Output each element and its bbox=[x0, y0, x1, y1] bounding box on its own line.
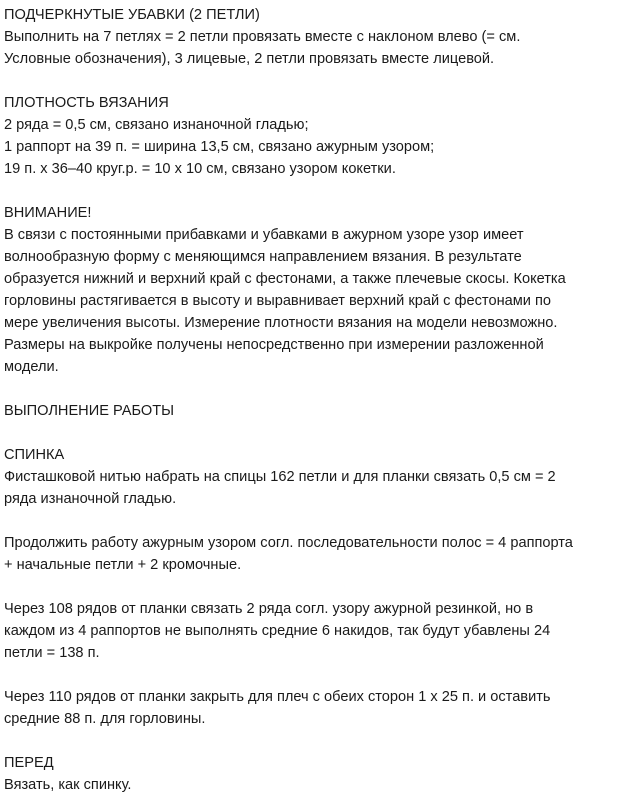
text-line: мере увеличения высоты. Измерение плотности вязания на модели невозможно. bbox=[4, 315, 558, 331]
text-line: Вязать, как спинку. bbox=[4, 777, 132, 793]
section-heading: ВНИМАНИЕ! bbox=[4, 205, 92, 221]
text-line: волнообразную форму с меняющимся направлением вязания. В результате bbox=[4, 249, 522, 265]
paragraph bbox=[4, 114, 616, 180]
paragraph bbox=[4, 224, 616, 378]
text-line: каждом из 4 раппортов не выполнять средние 6 накидов, так будут убавлены 24 bbox=[4, 623, 551, 639]
text-line: Размеры на выкройке получены непосредственно при измерении разложенной bbox=[4, 337, 544, 353]
instruction-document bbox=[4, 4, 616, 796]
section-gap bbox=[4, 180, 616, 202]
text-line: петли = 138 п. bbox=[4, 645, 100, 661]
paragraph bbox=[4, 598, 616, 664]
paragraph-gap bbox=[4, 664, 616, 686]
text-line: Условные обозначения), 3 лицевые, 2 петли провязать вместе лицевой. bbox=[4, 51, 495, 67]
section-heading: ПЕРЕД bbox=[4, 755, 54, 771]
paragraph bbox=[4, 686, 616, 730]
paragraph-gap bbox=[4, 510, 616, 532]
paragraph-gap bbox=[4, 576, 616, 598]
text-line: средние 88 п. для горловины. bbox=[4, 711, 206, 727]
text-line: Через 110 рядов от планки закрыть для плеч с обеих сторон 1 х 25 п. и оставить bbox=[4, 689, 551, 705]
section-heading: ПЛОТНОСТЬ ВЯЗАНИЯ bbox=[4, 95, 169, 111]
text-line: горловины растягивается в высоту и выравнивает верхний край с фестонами по bbox=[4, 293, 552, 309]
text-line: Выполнить на 7 петлях = 2 петли провязать вместе с наклоном влево (= см. bbox=[4, 29, 521, 45]
section-heading: СПИНКА bbox=[4, 447, 65, 463]
text-line: 19 п. х 36–40 круг.р. = 10 х 10 см, связано узором кокетки. bbox=[4, 161, 396, 177]
section-gap bbox=[4, 730, 616, 752]
text-line: 1 раппорт на 39 п. = ширина 13,5 см, связано ажурным узором; bbox=[4, 139, 435, 155]
text-line: Через 108 рядов от планки связать 2 ряда согл. узору ажурной резинкой, но в bbox=[4, 601, 534, 617]
text-line: + начальные петли + 2 кромочные. bbox=[4, 557, 242, 573]
text-line: В связи с постоянными прибавками и убавками в ажурном узоре узор имеет bbox=[4, 227, 524, 243]
section-gap bbox=[4, 378, 616, 400]
text-line: Фисташковой нитью набрать на спицы 162 петли и для планки связать 0,5 см = 2 bbox=[4, 469, 556, 485]
paragraph bbox=[4, 26, 616, 70]
paragraph bbox=[4, 532, 616, 576]
paragraph bbox=[4, 466, 616, 510]
section-gap bbox=[4, 70, 616, 92]
text-line: ряда изнаночной гладью. bbox=[4, 491, 177, 507]
section-gap bbox=[4, 422, 616, 444]
text-line: образуется нижний и верхний край с фестонами, а также плечевые скосы. Кокетка bbox=[4, 271, 566, 287]
section-heading: ПОДЧЕРКНУТЫЕ УБАВКИ (2 ПЕТЛИ) bbox=[4, 7, 260, 23]
text-line: Продолжить работу ажурным узором согл. последовательности полос = 4 раппорта bbox=[4, 535, 573, 551]
section-heading: ВЫПОЛНЕНИЕ РАБОТЫ bbox=[4, 403, 175, 419]
text-line: 2 ряда = 0,5 см, связано изнаночной гладью; bbox=[4, 117, 309, 133]
text-line: модели. bbox=[4, 359, 59, 375]
